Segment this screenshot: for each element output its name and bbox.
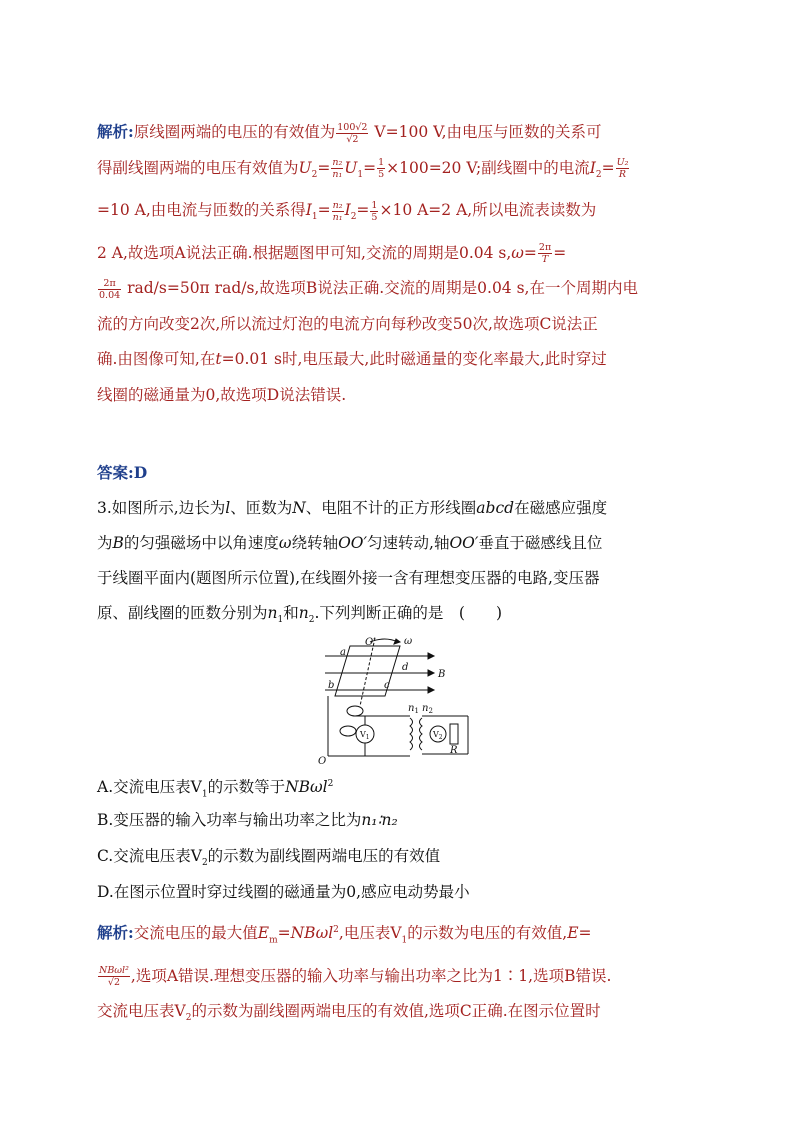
fraction: $\frac{\text{U₂}}{R}$ xyxy=(616,157,629,180)
answer-label: 答案: xyxy=(97,463,134,482)
option-a[interactable]: A.交流电压表$V_1$的示数等于NBωl$^2$ xyxy=(97,778,334,800)
option-c[interactable]: C.交流电压表$V_2$的示数为副线圈两端电压的有效值 xyxy=(97,847,441,869)
solution-2-line-5: $\frac{2\pi}{0.04}$ rad/s=50π rad/s,故选项B说法正确.交流的周期是0.04 s,在一个周期内电 xyxy=(99,277,638,301)
solution-2-line-7: 确.由图像可知,在t=0.01 s时,电压最大,此时磁通量的变化率最大,此时穿过 xyxy=(97,350,607,369)
solution-2-line-2: 得副线圈两端的电压有效值为$U_2=$ $\frac{\text{n₂}}{\text{n₁}}$ $U_1=$ $\frac{1}{5}$ ×100=20 V;副线圈中的电流$I_2=$ $\frac{\text{U₂}}{R}$ xyxy=(97,157,629,180)
solution-3 xyxy=(97,913,702,1037)
option-b[interactable]: B.变压器的输入功率与输出功率之比为n₁∶n₂ xyxy=(97,811,398,829)
solution-2-line-3: =10 A,由电流与匝数的关系得$I_1=$ $\frac{\text{n₂}}{\text{n₁}}$ $I_2=$ $\frac{1}{5}$ ×10 A=2 A,所以电流表读数为 xyxy=(97,199,597,223)
svg-text:O′: O′ xyxy=(365,637,376,648)
svg-text:R: R xyxy=(450,745,458,756)
svg-text:n1: $n_1$ xyxy=(408,703,419,715)
solution-2-line-1: 解析:原线圈两端的电压的有效值为 $\frac{100√2}{√2}$ V=100 V,由电压与匝数的关系可 xyxy=(97,121,602,145)
svg-text:d: d xyxy=(402,662,409,673)
solution-2 xyxy=(97,114,702,413)
svg-text:n2: $n_2$ xyxy=(422,703,433,715)
question-3-line-4: 原、副线圈的匝数分别为$n_1$和$n_2$.下列判断正确的是 ( ) xyxy=(97,604,502,626)
svg-text:ω: ω xyxy=(404,636,413,647)
solution-3-line-2: $\frac{\text{NBωl²}}{√2}$ ,选项A错误.理想变压器的输入功率与输出功率之比为1∶1,选项B错误. xyxy=(99,965,612,989)
fraction: $\frac{2\pi}{T}$ xyxy=(538,242,552,266)
coil-transformer-figure xyxy=(310,636,485,766)
fraction: $\frac{100√2}{√2}$ xyxy=(337,121,368,145)
svg-text:V1: $V_1$ xyxy=(360,730,370,741)
solution-2-line-8: 线圈的磁通量为0,故选项D说法错误. xyxy=(97,385,347,404)
fraction: $\frac{\text{n₂}}{\text{n₁}}$ xyxy=(332,199,343,223)
answer-value: D xyxy=(133,463,148,482)
svg-text:c: c xyxy=(384,680,390,691)
svg-text:V2: $V_2$ xyxy=(433,730,443,741)
fraction: $\frac{1}{5}$ xyxy=(378,157,385,180)
option-d[interactable]: D.在图示位置时穿过线圈的磁通量为0,感应电动势最小 xyxy=(97,883,470,901)
svg-text:b: b xyxy=(328,680,335,691)
answer xyxy=(97,462,147,484)
svg-text:a: a xyxy=(340,647,346,658)
solution-2-line-4: 2 A,故选项A说法正确.根据题图甲可知,交流的周期是0.04 s,ω= $\frac{2\pi}{T}$ = xyxy=(97,242,567,266)
solution-label: 解析: xyxy=(97,122,134,141)
fraction: $\frac{\text{NBωl²}}{√2}$ xyxy=(99,965,129,989)
solution-2-line-6: 流的方向改变2次,所以流过灯泡的电流方向每秒改变50次,故选项C说法正 xyxy=(97,314,598,333)
solution-3-line-3: 交流电压表$V_2$的示数为副线圈两端电压的有效值,选项C正确.在图示位置时 xyxy=(97,1002,601,1024)
question-3-line-1: 3.如图所示,边长为l、匝数为N、电阻不计的正方形线圈abcd在磁感应强度 xyxy=(97,499,608,517)
question-3-stem xyxy=(97,491,702,638)
fraction: $\frac{2\pi}{0.04}$ xyxy=(99,277,121,301)
fraction: $\frac{\text{n₂}}{\text{n₁}}$ xyxy=(332,157,343,180)
question-3-line-2: 为B的匀强磁场中以角速度ω绕转轴OO′匀速转动,轴OO′垂直于磁感线且位 xyxy=(97,534,603,552)
question-3-line-3: 于线圈平面内(题图所示位置),在线圈外接一含有理想变压器的电路,变压器 xyxy=(97,569,600,587)
solution-3-line-1: 解析:交流电压的最大值$E_m=NB\omega l^2$,电压表$V_1$的示数为电压的有效值,E= xyxy=(97,923,592,946)
svg-text:O: O xyxy=(318,756,327,766)
fraction: $\frac{1}{5}$ xyxy=(371,199,378,223)
svg-text:B: B xyxy=(438,669,446,680)
